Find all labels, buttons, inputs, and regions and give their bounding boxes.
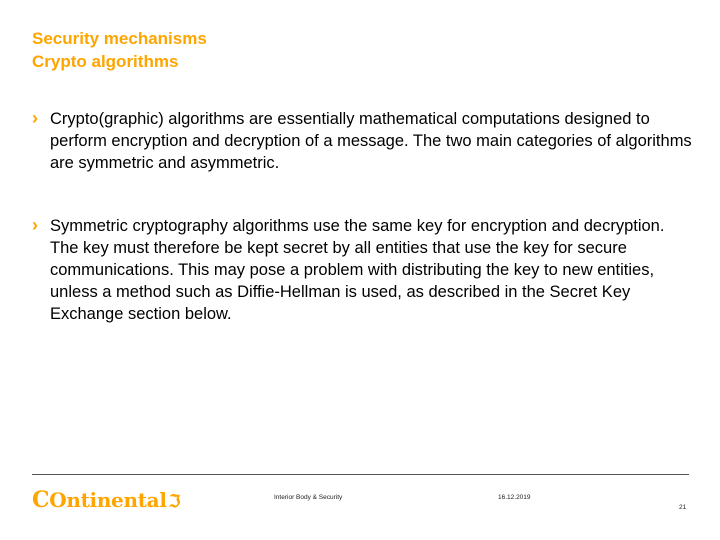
logo-initial: C bbox=[32, 487, 50, 513]
bullet-text: Symmetric cryptography algorithms use the same key for encryption and decryption. The key must therefore be kept secret by all entities that use the key for secure communications. This may pose a problem with distributing the key to new entities, unless a method such as Diffie-Hellman is used, as described in the Secret Key Exchange section below. bbox=[50, 217, 665, 323]
bullet-chevron-icon: › bbox=[32, 215, 38, 235]
page-number: 21 bbox=[679, 504, 687, 511]
bullet-text: Crypto(graphic) algorithms are essentially mathematical computations designed to perform encryption and decryption of a message. The two main categories of algorithms are symmetric and asymmetric. bbox=[50, 110, 692, 172]
continental-logo bbox=[32, 488, 180, 514]
title-line-2: Crypto algorithms bbox=[32, 52, 179, 71]
bullet-item bbox=[32, 215, 692, 325]
logo-text: Ontinental bbox=[49, 488, 167, 512]
bullet-chevron-icon: › bbox=[32, 108, 38, 128]
footer-date: 16.12.2019 bbox=[498, 494, 531, 501]
title-line-1: Security mechanisms bbox=[32, 29, 207, 48]
bullet-item bbox=[32, 108, 692, 174]
horse-icon: ℑ bbox=[168, 492, 181, 512]
slide-title bbox=[32, 27, 207, 73]
footer-department: Interior Body & Security bbox=[274, 494, 343, 501]
footer-divider bbox=[32, 474, 689, 475]
